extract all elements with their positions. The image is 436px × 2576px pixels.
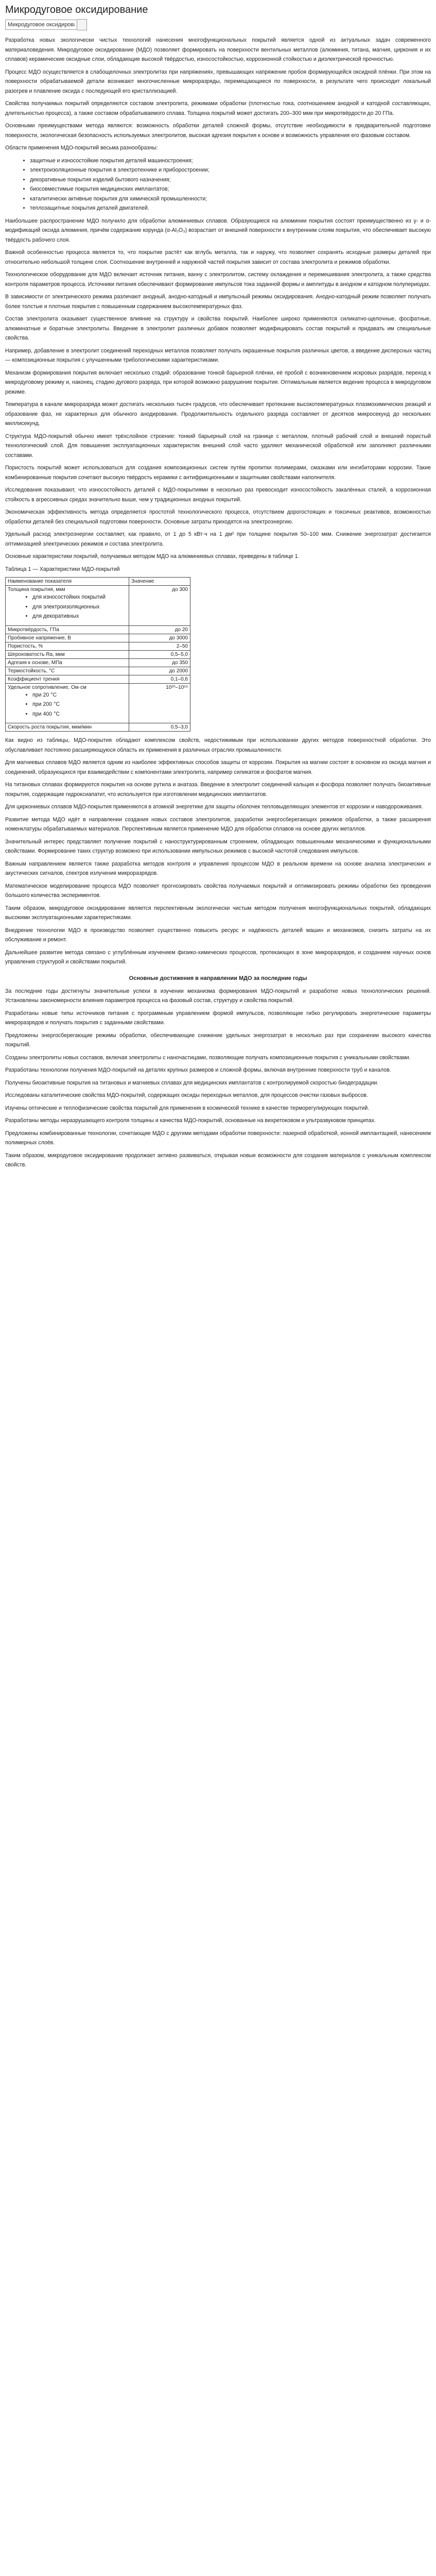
search-bar	[0, 17, 436, 36]
list-item: • биосовместимые покрытия медицинских имплантатов;	[30, 184, 431, 194]
paragraph: Экономическая эффективность метода определяется простотой технологического процесса, отсутствием дорогостоящих и токсичных реактивов, возможностью обработки деталей без специальной подготовки поверхности. Основные затраты приходятся на электроэнергию.	[5, 509, 431, 525]
paragraph: Разработаны методы неразрушающего контроля толщины и качества МДО-покрытий, основанные на вихретоковом и ультразвуковом принципах.	[5, 1117, 376, 1124]
paragraph: Разработаны новые типы источников питания с программным управлением формой импульсов, позволяющие гибко регулировать энергетические параметры микроразрядов и получать покрытия с заданными свойствами.	[5, 1010, 431, 1026]
list-item: • каталитически активные покрытия для химической промышленности;	[30, 194, 431, 204]
paragraph: Технологическое оборудование для МДО включает источник питания, ванну с электролитом, систему охлаждения и перемешивания электролита, а также средства контроля параметров процесса. Источники питания обеспечивают формирование импульсов тока заданной формы и амплитуды в анодном и катодном полупериодах.	[5, 272, 431, 287]
table-row	[6, 667, 190, 675]
paragraph: Исследования показывают, что износостойкость деталей с МДО-покрытиями в несколько раз превосходит износостойкость закалённых сталей, а коррозионная стойкость в агрессивных средах значительно выше, чем у традиционных анодных покрытий.	[5, 487, 431, 503]
table-cell-value: до 350	[129, 658, 190, 667]
paragraph: Например, добавление в электролит соединений переходных металлов позволяет получать окрашенные покрытия различных цветов, а введение дисперсных частиц — композиционные покрытия с улучшенными трибологическими характеристиками.	[5, 347, 431, 363]
section-heading: Основные достижения в направлении МДО за последние годы	[129, 975, 307, 981]
paragraph: Дальнейшее развитие метода связано с углублённым изучением физико-химических процессов, протекающих в зоне микроразрядов, и созданием научных основ управления структурой и свойствами покрытий.	[5, 949, 431, 965]
table-header-cell: Наименование показателя	[6, 578, 129, 586]
table-row	[6, 586, 190, 626]
table-row	[6, 658, 190, 667]
paragraph: Наибольшее распространение МДО получило для обработки алюминиевых сплавов. Образующиеся на алюминии покрытия состоят преимущественно из γ- и α-модификаций оксида алюминия, причём содержание корунда (α-Al₂O₃) возрастает от внешней поверхности к внутренним слоям покрытия, что обеспечивает высокую твёрдость рабочего слоя.	[5, 217, 431, 243]
paragraph: Получены биоактивные покрытия на титановых и магниевых сплавах для медицинских имплантатов с контролируемой скоростью биодеградации.	[5, 1079, 379, 1086]
paragraph: Разработка новых экологически чистых технологий нанесения многофункциональных покрытий является одной из актуальных задач современного материаловедения. Микродуговое оксидирование (МДО) позволяет формировать на поверхности вентильных металлов (алюминия, титана, магния, циркония и их сплавов) керамические оксидные слои, обладающие высокой твёрдостью, износостойкостью, коррозионной стойкостью и диэлектрической прочностью.	[5, 37, 431, 62]
table-header-row	[6, 578, 190, 586]
table-row	[6, 625, 190, 634]
row-subitem: • при 20 °С	[32, 690, 127, 700]
paragraph: Структура МДО-покрытий обычно имеет трёхслойное строение: тонкий барьерный слой на границе с металлом, плотный рабочий слой и внешний пористый технологический слой. Для повышения эксплуатационных характеристик внешний слой часто удаляют механической обработкой или заполняют различными составами.	[5, 433, 431, 459]
paragraph: В зависимости от электрического режима различают анодный, анодно-катодный и импульсный режимы оксидирования. Анодно-катодный режим позволяет получать более толстые и плотные покрытия с повышенным содержанием высокотемпературных фаз.	[5, 294, 431, 310]
row-sublist	[8, 690, 127, 719]
table-caption: Таблица 1 — Характеристики МДО-покрытий	[5, 566, 120, 572]
row-subitem: • для износостойких покрытий	[32, 592, 127, 602]
paragraph: Таким образом, микродуговое оксидирование продолжает активно развиваться, открывая новые возможности для создания материалов с уникальным комплексом свойств.	[5, 1152, 431, 1168]
table-row	[6, 650, 190, 658]
table-cell-value: 10¹⁰–10¹⁴	[129, 683, 190, 723]
paragraph: Предложены энергосберегающие режимы обработки, обеспечивающие снижение удельных энергозатрат в несколько раз при сохранении высокого качества покрытий.	[5, 1032, 431, 1048]
table-cell-value: 0,5–3,0	[129, 723, 190, 732]
paragraph: Для магниевых сплавов МДО является одним из наиболее эффективных способов защиты от коррозии. Покрытия на магнии состоят в основном из оксида магния и соединений, образующихся при взаимодействии с компонентами электролита, например силикатов и фосфатов магния.	[5, 759, 431, 775]
paragraph: Процесс МДО осуществляется в слабощелочных электролитах при напряжениях, превышающих напряжение пробоя формирующейся оксидной плёнки. При этом на поверхности обрабатываемой детали возникают многочисленные микроразряды, перемещающиеся по поверхности, в результате чего происходит локальный разогрев и плавление оксида с последующей его кристаллизацией.	[5, 69, 431, 94]
list-item: • теплозащитные покрытия деталей двигателей.	[30, 204, 431, 213]
table-cell-value: до 3000	[129, 634, 190, 642]
table-cell-label: Термостойкость, °С	[6, 667, 129, 675]
paragraph: Пористость покрытий может использоваться для создания композиционных систем путём пропитки полимерами, смазками или ингибиторами коррозии. Такие комбинированные покрытия сочетают высокую твёрдость керамики с антифрикционными и защитными свойствами наполнителя.	[5, 465, 431, 481]
paragraph: Значительный интерес представляет получение покрытий с наноструктурированным строением, обладающих повышенными механическими и функциональными свойствами. Формирование таких структур возможно при использовании импульсных режимов с высокой частотой следования импульсов.	[5, 838, 431, 854]
paragraph: Состав электролита оказывает существенное влияние на структуру и свойства покрытий. Наиболее широко применяются силикатно-щелочные, фосфатные, алюминатные и боратные электролиты. Введение в электролит различных добавок позволяет модифицировать состав покрытий и придавать им специальные свойства.	[5, 316, 431, 341]
row-subitem: • для декоративных	[32, 612, 127, 621]
row-subitem: • при 400 °С	[32, 709, 127, 719]
table-row	[6, 634, 190, 642]
paragraph: Механизм формирования покрытия включает несколько стадий: образование тонкой барьерной плёнки, её пробой с возникновением искровых разрядов, переход к микродуговому режиму и, наконец, стадию дугового разряда, при которой возможно разрушение покрытия. Оптимальным является ведение процесса в микродуговом режиме.	[5, 369, 431, 395]
paragraph: Для циркониевых сплавов МДО-покрытия применяются в атомной энергетике для защиты оболочек тепловыделяющих элементов от коррозии и наводороживания.	[5, 804, 423, 810]
paragraph: На титановых сплавах формируются покрытия на основе рутила и анатаза. Введение в электролит соединений кальция и фосфора позволяет получать биоактивные покрытия, содержащие гидроксиапатит, что используется при изготовлении медицинских имплантатов.	[5, 782, 431, 798]
row-sublist	[8, 592, 127, 621]
table-cell-label	[6, 586, 129, 626]
table-header-cell: Значение	[129, 578, 190, 586]
table-cell-label	[6, 683, 129, 723]
table-cell-label: Адгезия к основе, МПа	[6, 658, 129, 667]
table-cell-label: Пробивное напряжение, В	[6, 634, 129, 642]
paragraph: Основными преимуществами метода являются: возможность обработки деталей сложной формы, отсутствие необходимости в предварительной подготовке поверхности, экологическая безопасность используемых электролитов, высокая адгезия покрытия к основе и возможность управления его фазовым составом.	[5, 123, 431, 139]
search-button[interactable]	[77, 19, 87, 30]
paragraph: За последние годы достигнуты значительные успехи в изучении механизма формирования МДО-покрытий и разработке новых технологических решений. Установлены закономерности влияния параметров процесса на фазовый состав, структуру и свойства покрытий.	[5, 988, 431, 1004]
table-row	[6, 642, 190, 650]
properties-table	[5, 577, 190, 732]
table-cell-label: Скорость роста покрытия, мкм/мин	[6, 723, 129, 732]
list-item: • электроизоляционные покрытия в электротехнике и приборостроении;	[30, 165, 431, 175]
paragraph: Математическое моделирование процесса МДО позволяет прогнозировать свойства получаемых покрытий и оптимизировать режимы обработки без проведения большого количества экспериментов.	[5, 883, 431, 899]
table-cell-value: до 2000	[129, 667, 190, 675]
paragraph: Важной особенностью процесса является то, что покрытие растёт как вглубь металла, так и наружу, что позволяет сохранять исходные размеры деталей при относительно небольшой толщине слоя. Соотношение внутренней и наружной частей покрытия зависит от состава электролита и режимов обработки.	[5, 249, 431, 265]
row-label: Толщина покрытия, мкм	[8, 587, 65, 592]
list-item: • декоративные покрытия изделий бытового назначения;	[30, 175, 431, 185]
search-input[interactable]	[5, 20, 77, 30]
paragraph: Развитие метода МДО идёт в направлении создания новых составов электролитов, разработки энергосберегающих режимов обработки, а также расширения номенклатуры обрабатываемых материалов. Перспективным является применение МДО для обработки сплавов на основе других металлов.	[5, 816, 431, 832]
paragraph: Предложены комбинированные технологии, сочетающие МДО с другими методами обработки поверхности: лазерной обработкой, ионной имплантацией, нанесением полимерных слоёв.	[5, 1130, 431, 1146]
table-cell-value: до 20	[129, 625, 190, 634]
table-row	[6, 683, 190, 723]
paragraph: Внедрение технологии МДО в производство позволяет существенно повысить ресурс и надёжность деталей машин и механизмов, снизить затраты на их обслуживание и ремонт.	[5, 927, 431, 943]
table-cell-value: 0,1–0,6	[129, 675, 190, 683]
table-cell-label: Пористость, %	[6, 642, 129, 650]
paragraph: Таким образом, микродуговое оксидирование является перспективным экологически чистым методом получения многофункциональных покрытий, обладающих высокими эксплуатационными характеристиками.	[5, 905, 431, 921]
paragraph: Области применения МДО-покрытий весьма разнообразны:	[5, 145, 158, 151]
table-cell-label: Шероховатость Ra, мкм	[6, 650, 129, 658]
paragraph: Изучены оптические и теплофизические свойства покрытий для применения в космической технике в качестве терморегулирующих покрытий.	[5, 1105, 370, 1111]
table-cell-label: Коэффициент трения	[6, 675, 129, 683]
paragraph: Разработаны технологии получения МДО-покрытий на деталях крупных размеров и сложной формы, включая внутренние поверхности труб и каналов.	[5, 1067, 391, 1073]
paragraph: Свойства получаемых покрытий определяются составом электролита, режимами обработки (плотностью тока, соотношением анодной и катодной составляющих, длительностью процесса), а также составом обрабатываемого сплава. Толщина покрытий может достигать 200–300 мкм при микротвёрдости до 20 ГПа.	[5, 100, 431, 116]
applications-list	[5, 156, 431, 213]
table-row	[6, 675, 190, 683]
article-body	[0, 36, 436, 1170]
table-row	[6, 723, 190, 732]
page-title: Микродуговое оксидирование	[5, 4, 148, 15]
row-subitem: • для электроизоляционных	[32, 602, 127, 612]
table-cell-value: 0,5–5,0	[129, 650, 190, 658]
paragraph: Температура в канале микроразряда может достигать нескольких тысяч градусов, что обеспечивает протекание высокотемпературных плазмохимических реакций и образование фаз, не характерных для обычного анодирования. Продолжительность отдельного разряда составляет от десятков микросекунд до нескольких миллисекунд.	[5, 401, 431, 427]
table-cell-value: до 300	[129, 586, 190, 626]
paragraph: Исследованы каталитические свойства МДО-покрытий, содержащих оксиды переходных металлов, для процессов очистки газовых выбросов.	[5, 1092, 368, 1098]
paragraph: Как видно из таблицы, МДО-покрытия обладают комплексом свойств, недостижимым при использовании других методов поверхностной обработки. Это обуславливает постоянно расширяющуюся область их применения в различных отраслях промышленности.	[5, 737, 431, 753]
table-cell-value: 2–50	[129, 642, 190, 650]
paragraph: Созданы электролиты новых составов, включая электролиты с наночастицами, позволяющие получать композиционные покрытия с уникальными свойствами.	[5, 1054, 411, 1061]
row-label: Удельное сопротивление, Ом·см	[8, 684, 86, 690]
paragraph: Важным направлением является также разработка методов контроля и управления процессом МДО в реальном времени на основе анализа электрических и акустических сигналов, спектров излучения микроразрядов.	[5, 860, 431, 876]
list-item: • защитные и износостойкие покрытия деталей машиностроения;	[30, 156, 431, 166]
paragraph: Основные характеристики покрытий, получаемых методом МДО на алюминиевых сплавах, приведены в таблице 1.	[5, 553, 300, 560]
paragraph: Удельный расход электроэнергии составляет, как правило, от 1 до 5 кВт·ч на 1 дм² при толщине покрытия 50–100 мкм. Снижение энергозатрат достигается оптимизацией электрических режимов и состава электролита.	[5, 531, 431, 547]
table-cell-label: Микротвёрдость, ГПа	[6, 625, 129, 634]
row-subitem: • при 200 °С	[32, 700, 127, 709]
